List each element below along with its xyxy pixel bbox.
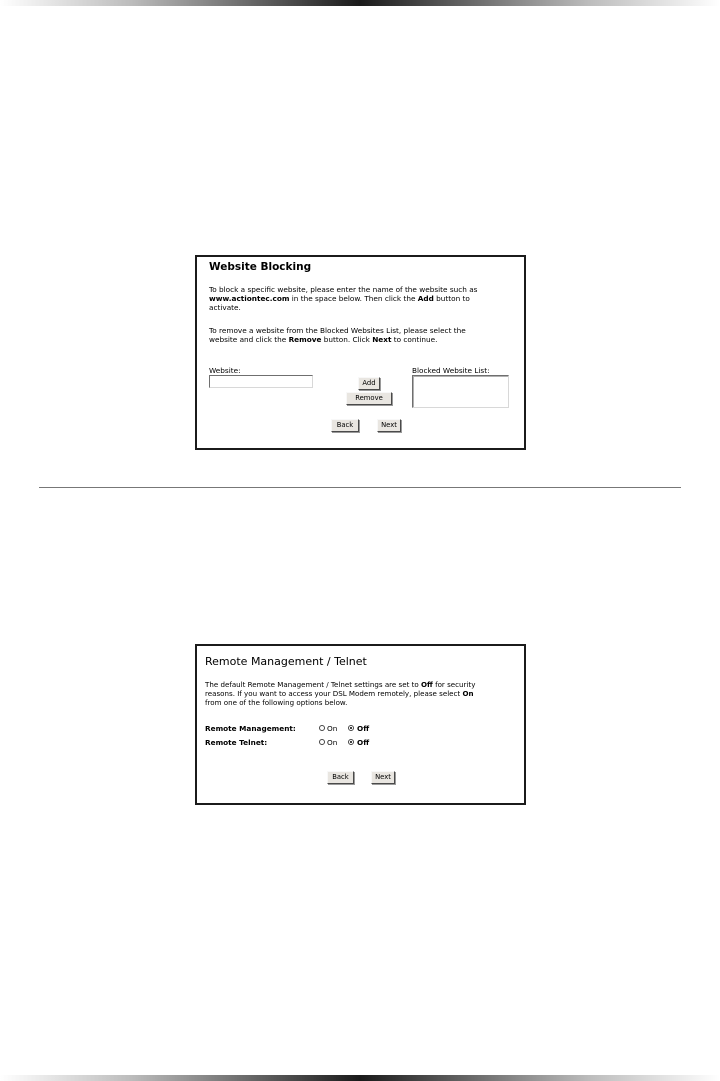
next-button[interactable]: Next [371,771,395,784]
remote-telnet-on-label: On [327,738,338,747]
remove-button[interactable]: Remove [346,392,392,405]
blocked-website-list-label: Blocked Website List: [412,366,490,375]
back-button[interactable]: Back [327,771,354,784]
remote-management-description: The default Remote Management / Telnet settings are set to Off for security reasons. If you want to access your DSL Modem remotely, please select On from one of the following options below. [205,680,476,708]
top-decorative-bar [0,0,720,6]
remote-management-on-label: On [327,724,338,733]
remote-telnet-off-radio[interactable] [348,739,354,745]
remote-management-title: Remote Management / Telnet [205,655,367,668]
next-button[interactable]: Next [377,419,401,432]
remote-telnet-on-radio[interactable] [319,739,325,745]
remote-management-off-radio[interactable] [348,725,354,731]
add-button[interactable]: Add [358,377,380,390]
remote-management-label: Remote Management: [205,724,296,733]
remote-management-panel [195,644,526,805]
remote-management-off-label: Off [357,724,370,733]
blocked-website-listbox[interactable] [412,375,509,408]
website-blocking-instructions-2: To remove a website from the Blocked Websites List, please select the website and click the Remove button. Click Next to continue. [209,326,466,345]
website-blocking-instructions-1: To block a specific website, please enter the name of the website such as www.actiontec.com in the space below. Then click the Add button to activate. [209,285,478,313]
remote-telnet-label: Remote Telnet: [205,738,268,747]
remote-telnet-off-label: Off [357,738,370,747]
website-blocking-title: Website Blocking [209,261,312,273]
back-button[interactable]: Back [331,419,359,432]
website-label: Website: [209,366,241,375]
website-blocking-panel [195,255,526,450]
remote-management-on-radio[interactable] [319,725,325,731]
section-divider [39,487,681,488]
website-input[interactable] [209,375,313,388]
bottom-decorative-bar [0,1075,720,1081]
